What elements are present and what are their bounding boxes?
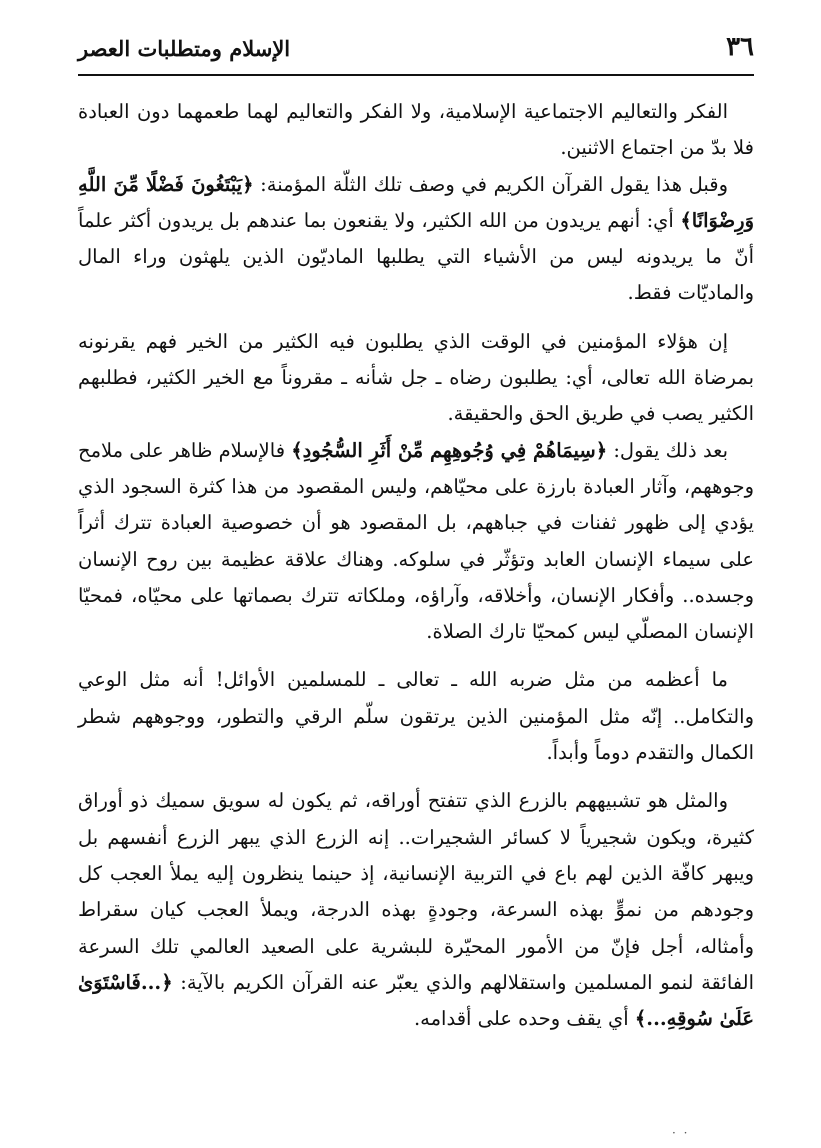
paragraph-text: أي: أنهم يريدون من الله الكثير، ولا يقنعون بما عندهم بل يريدون أكثر علماً أنّ ما يريدونه ليس من الأشياء التي يطلبها الماديّون الذين يلهثون وراء المال والماديّات فقط. — [78, 208, 754, 305]
paragraph — [78, 324, 754, 433]
paragraph — [78, 94, 754, 167]
page-number: ٣٦ — [726, 32, 754, 62]
paragraph-text: إن هؤلاء المؤمنين في الوقت الذي يطلبون فيه الكثير من الخير فهم يقرنونه بمرضاة الله تعالى، أي: يطلبون رضاه ـ جل شأنه ـ مقروناً مع الخير الكثير، فطلبهم الكثير يصب في طريق الحق والحقيقة. — [78, 329, 754, 426]
quran-verse: ﴿سِيمَاهُمْ فِي وُجُوهِهِم مِّنْ أَثَرِ السُّجُودِ﴾ — [291, 438, 608, 462]
header-divider — [78, 74, 754, 76]
paragraph — [78, 433, 754, 651]
paragraph — [78, 167, 754, 312]
page-header — [78, 30, 754, 72]
paragraph-text: ما أعظمه من مثل ضربه الله ـ تعالى ـ للمسلمين الأوائل! أنه مثل الوعي والتكامل.. إنّه مثل المؤمنين الذين يرتقون سلّم الرقي والتطور، ووجوههم شطر الكمال والتقدم دوماً وأبداً. — [78, 668, 754, 765]
paragraph-text: أي يقف وحده على أقدامه. — [413, 1007, 635, 1031]
paragraph-text: بعد ذلك يقول: — [607, 438, 729, 462]
paragraph-text: فالإسلام ظاهر على ملامح وجوههم، وآثار العبادة بارزة على محيّاهم، وليس المقصود من هذا كثرة السجود الذي يؤدي إلى ظهور ثفنات في جباههم، بل المقصود هو أن خصوصية العبادة تترك أثراً على سيماء الإنسان العابد وتؤثّر في سلوكه. وهناك علاقة عظيمة بين روح الإنسان وجسده.. وأفكار الإنسان، وأخلاقه، وآراؤه، وملكاته تترك بصماتها على محيّاه، فمحيّا الإنسان المصلّي ليس كمحيّا تارك الصلاة. — [78, 438, 754, 644]
body-text — [78, 94, 754, 1037]
running-title: الإسلام ومتطلبات العصر — [78, 36, 291, 61]
quran-verse: ﴿يَبْتَغُونَ فَضْلًا مِّنَ اللَّهِ وَرِضْوَانًا﴾ — [78, 172, 754, 232]
paragraph-text: وقبل هذا يقول القرآن الكريم في وصف تلك الثلّة المؤمنة: — [253, 172, 729, 196]
paragraph — [78, 783, 754, 1037]
paragraph-text: والمثل هو تشبيههم بالزرع الذي تتفتح أوراقه، ثم يكون له سويق سميك ذو أوراق كثيرة، ويكون شجيرياً لا كسائر الشجيرات.. إنه الزرع الذي يبهر الزرع أنفسهم بل ويبهر كافّة الذين لهم باع في التربية الإنسانية، إذ حينما ينظرون إليه يملأ العجب كل وجودهم من نموٍّ بهذه السرعة، وجودةٍ بهذه الدرجة، ويملأ العجب كيان سقراط وأمثاله، أجل فإنّ من الأمور المحيّرة للبشرية على الصعيد العالمي تلك السرعة الفائقة لنمو المسلمين واستقلالهم والذي يعبّر عنه القرآن الكريم بالآية: — [78, 789, 754, 994]
footer-marks: · · — [672, 1126, 690, 1140]
paragraph — [78, 662, 754, 771]
quran-verse: ﴿...فَاسْتَوَىٰ عَلَىٰ سُوقِهِ...﴾ — [78, 970, 754, 1031]
paragraph-text: الفكر والتعاليم الاجتماعية الإسلامية، ولا الفكر والتعاليم لهما طعمهما دون العبادة فلا بدّ من اجتماع الاثنين. — [78, 100, 754, 160]
